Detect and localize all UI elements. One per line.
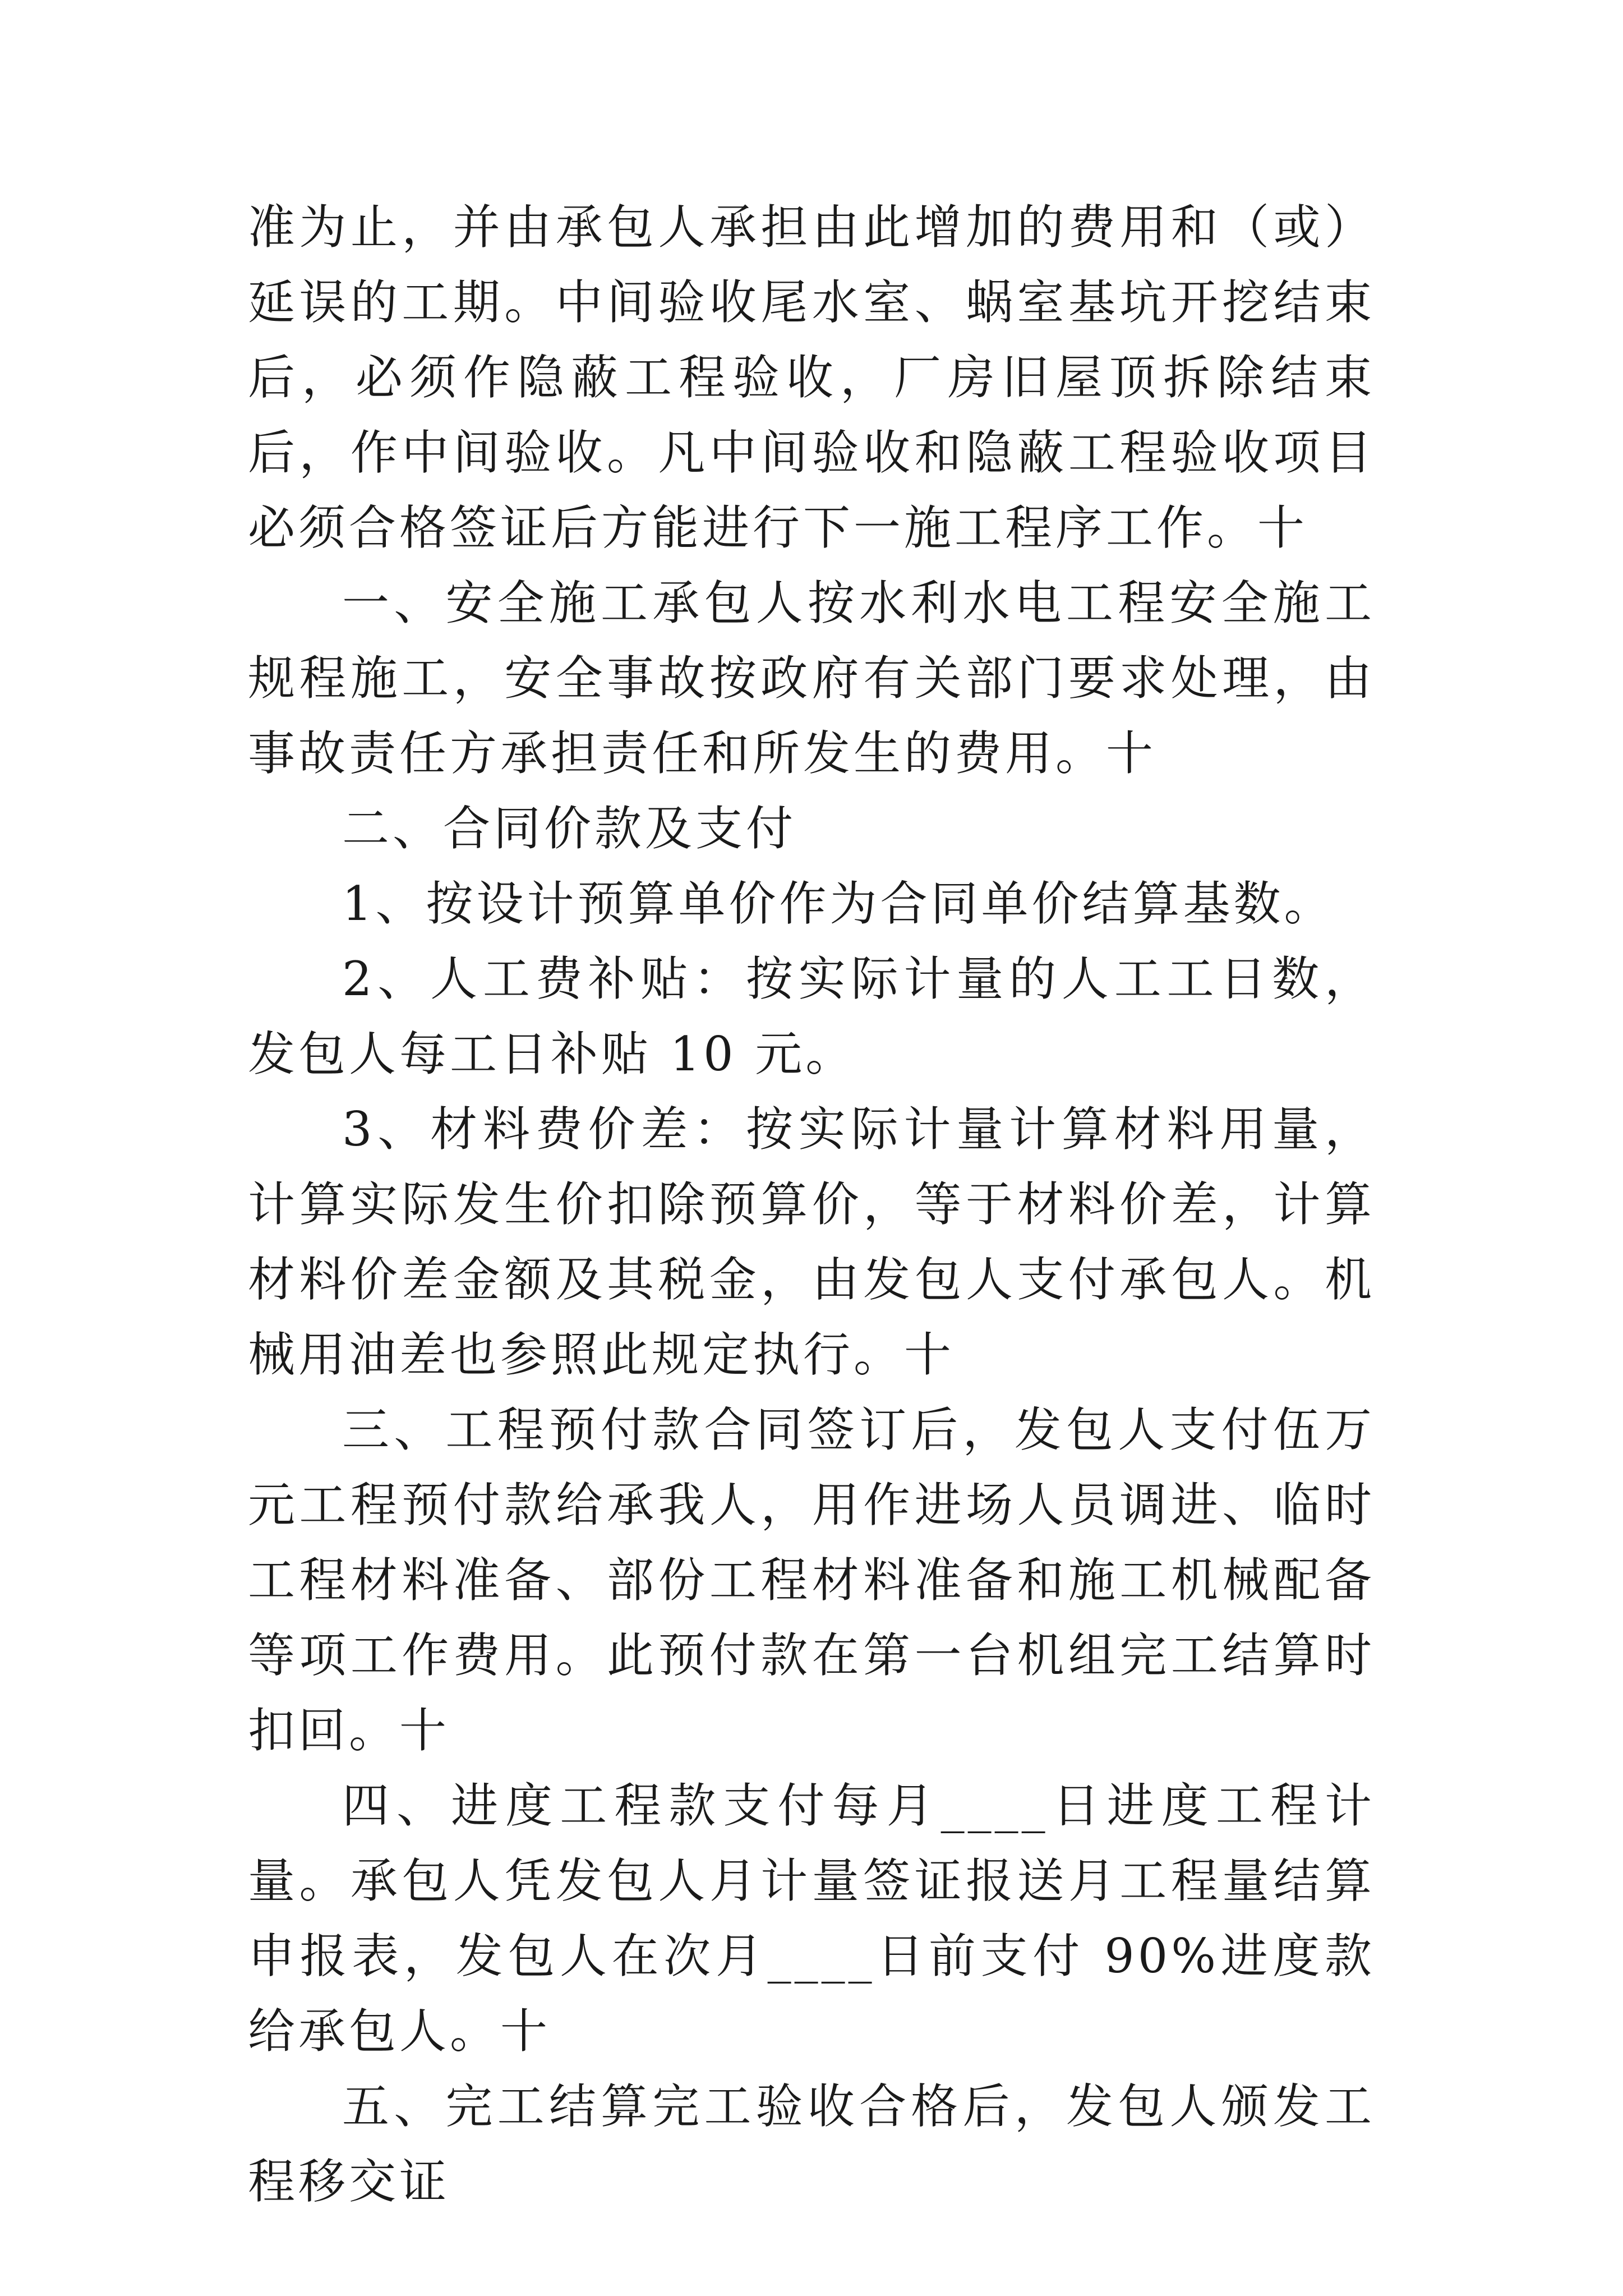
- paragraph-4: 1、按设计预算单价作为合同单价结算基数。: [342, 876, 1335, 931]
- paragraph-1: 准为止，并由承包人承担由此增加的费用和（或）延误的工期。中间验收尾水室、蜗室基坑开挖结束后，必须作隐蔽工程验收，厂房旧屋顶拆除结束后，作中间验收。凡中间验收和隐蔽工程验收项目必须合格签证后方能进行下一施工程序工作。十: [248, 200, 1375, 555]
- paragraph-5: 2、人工费补贴：按实际计量的人工工日数，发包人每工日补贴 10 元。: [248, 951, 1375, 1082]
- document-body: [248, 190, 1375, 2219]
- paragraph-8: 四、进度工程款支付每月____日进度工程计量。承包人凭发包人月计量签证报送月工程量结算申报表，发包人在次月____日前支付 90%进度款给承包人。十: [248, 1778, 1375, 2059]
- paragraph-9: 五、完工结算完工验收合格后，发包人颁发工程移交证: [248, 2079, 1375, 2209]
- paragraph-6: 3、材料费价差：按实际计量计算材料用量，计算实际发生价扣除预算价，等于材料价差，计算材料价差金额及其税金，由发包人支付承包人。机械用油差也参照此规定执行。十: [248, 1102, 1375, 1382]
- paragraph-3: 二、合同价款及支付: [342, 801, 797, 856]
- paragraph-7: 三、工程预付款合同签订后，发包人支付伍万元工程预付款给承我人，用作进场人员调进、临时工程材料准备、部份工程材料准备和施工机械配备等项工作费用。此预付款在第一台机组完工结算时扣回。十: [248, 1402, 1375, 1758]
- paragraph-2: 一、安全施工承包人按水利水电工程安全施工规程施工，安全事故按政府有关部门要求处理，由事故责任方承担责任和所发生的费用。十: [248, 576, 1375, 781]
